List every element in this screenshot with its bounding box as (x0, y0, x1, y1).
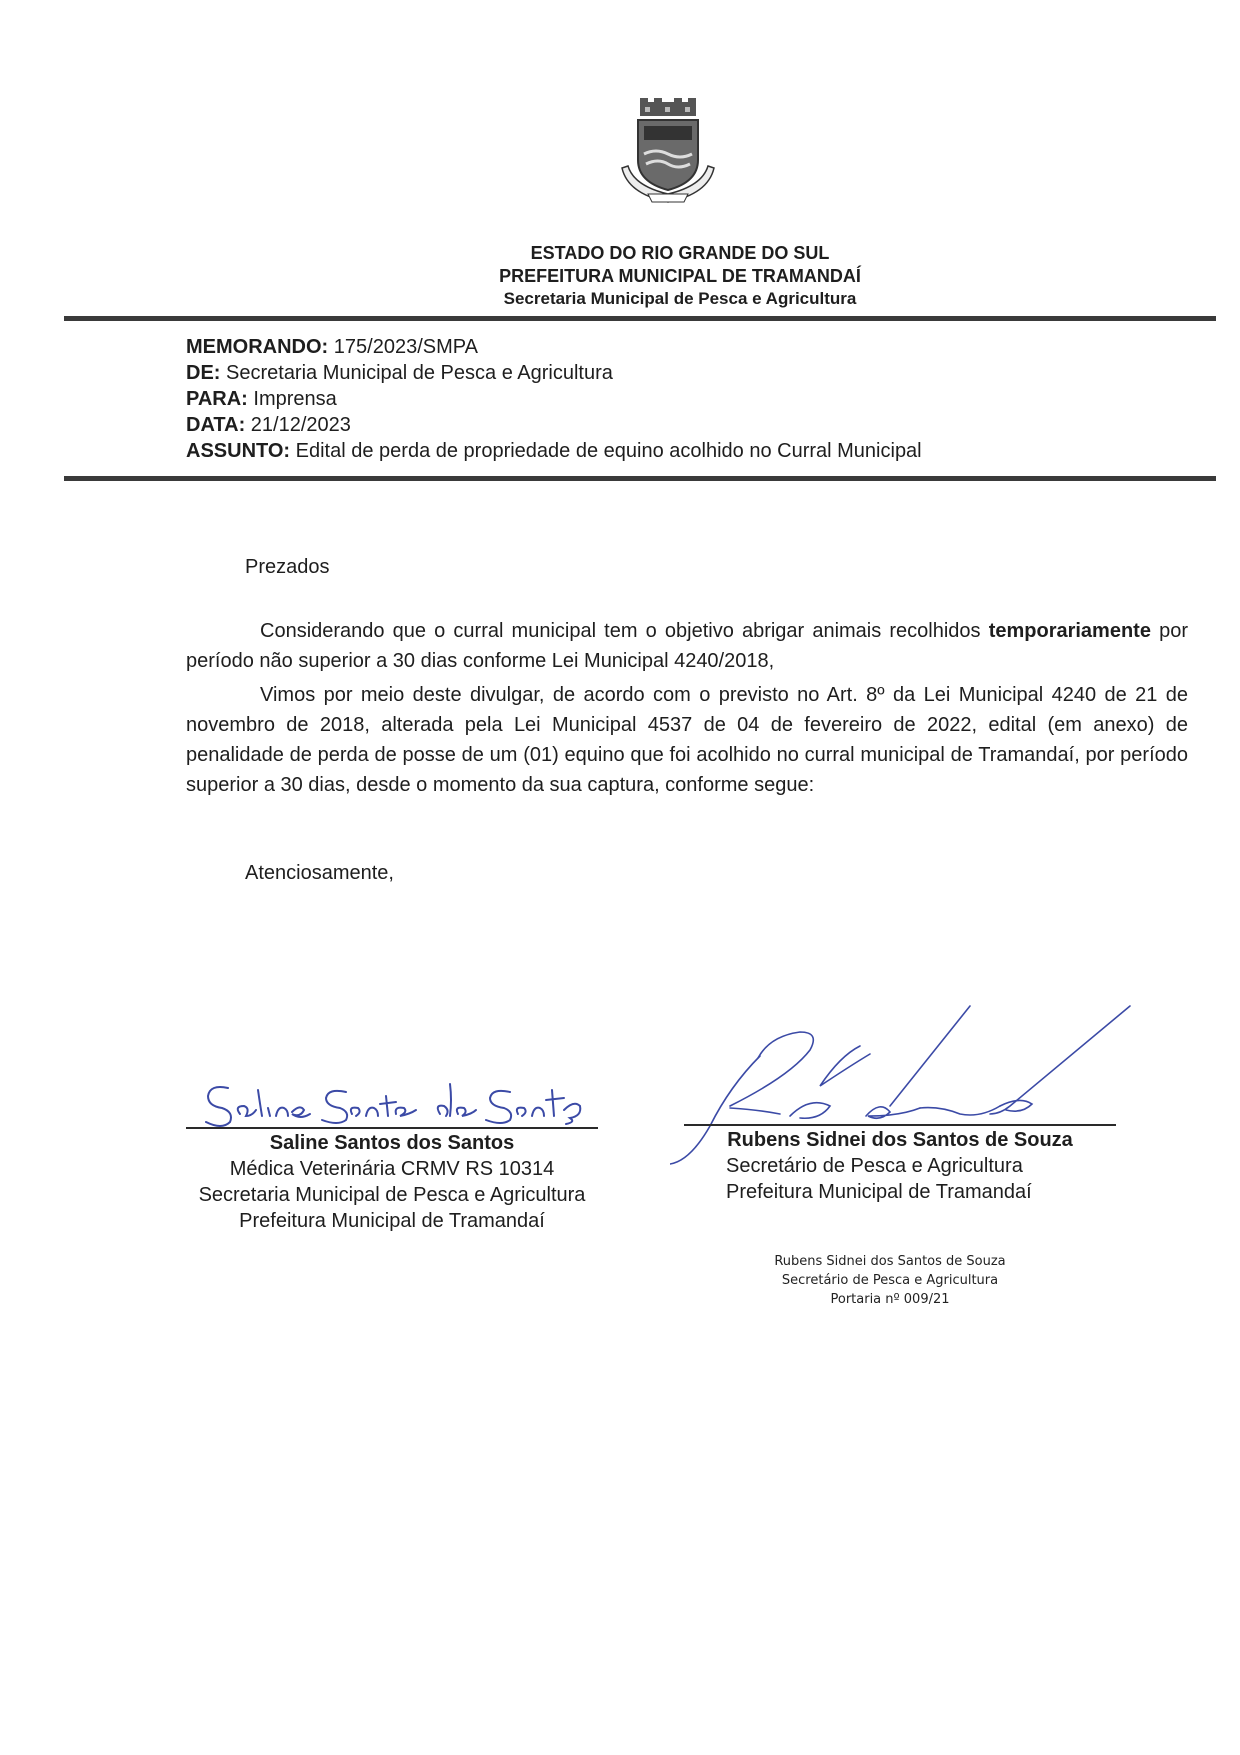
signatory-2-role: Secretário de Pesca e Agricultura (726, 1155, 1023, 1177)
paragraph-1-end: por período não superior a 30 dias conforme Lei Municipal 4240/2018, (186, 620, 1189, 672)
divider-top (64, 316, 1216, 321)
memo-date-value: 21/12/2023 (245, 414, 351, 436)
memo-date (186, 412, 351, 438)
memo-number (186, 334, 478, 360)
header-state: ESTADO DO RIO GRANDE DO SUL (530, 243, 830, 263)
signatory-1 (186, 1130, 598, 1234)
memo-from-label: DE: (186, 362, 221, 384)
memo-number-label: MEMORANDO: (186, 336, 329, 358)
greeting: Prezados (245, 556, 330, 578)
stamp-role: Secretário de Pesca e Agricultura (781, 1273, 999, 1288)
signatory-2-org: Prefeitura Municipal de Tramandaí (726, 1181, 1032, 1203)
header-prefeitura: PREFEITURA MUNICIPAL DE TRAMANDAÍ (499, 266, 861, 286)
paragraph-1-emphasis: temporariamente (988, 620, 1151, 642)
official-stamp (740, 1252, 1040, 1309)
memo-from-value: Secretaria Municipal de Pesca e Agricultura (220, 362, 613, 384)
header-secretaria: Secretaria Municipal de Pesca e Agricultura (503, 289, 857, 308)
memo-to (186, 386, 337, 412)
signature-line-1 (186, 1127, 598, 1129)
stamp-name: Rubens Sidnei dos Santos de Souza (774, 1254, 1006, 1269)
memo-number-value: 175/2023/SMPA (328, 336, 478, 358)
signatory-2 (690, 1127, 1110, 1205)
memo-subject-label: ASSUNTO: (186, 440, 291, 462)
signatory-1-org: Prefeitura Municipal de Tramandaí (239, 1210, 545, 1232)
signatory-1-role: Médica Veterinária CRMV RS 10314 (229, 1158, 555, 1180)
paragraph-1 (186, 616, 1188, 676)
paragraph-2: Vimos por meio deste divulgar, de acordo com o previsto no Art. 8º da Lei Municipal 4240 de 21 de novembro de 2018, alterada pela Lei Municipal 4537 de 04 de fevereiro de 2022, edital (em anexo) de penalidade de perda de posse de um (01) equino que foi acolhido no curral municipal de Tramandaí, por período superior a 30 dias, desde o momento da sua captura, conforme segue: (186, 684, 1188, 796)
municipal-crest-icon (618, 98, 718, 210)
signature-line-2 (684, 1124, 1116, 1126)
divider-bottom (64, 476, 1216, 481)
signatory-2-name: Rubens Sidnei dos Santos de Souza (727, 1129, 1073, 1151)
memo-to-label: PARA: (186, 388, 248, 410)
memo-date-label: DATA: (186, 414, 246, 436)
signatory-1-dept: Secretaria Municipal de Pesca e Agricultura (198, 1184, 586, 1206)
memo-to-value: Imprensa (247, 388, 337, 410)
memo-subject-value: Edital de perda de propriedade de equino acolhido no Curral Municipal (290, 440, 922, 462)
stamp-portaria: Portaria nº 009/21 (830, 1292, 950, 1307)
paragraph-1-start: Considerando que o curral municipal tem o objetivo abrigar animais recolhidos (260, 620, 989, 642)
closing: Atenciosamente, (245, 862, 394, 884)
signatory-1-name: Saline Santos dos Santos (269, 1132, 515, 1154)
memo-subject (186, 438, 922, 464)
memo-from (186, 360, 613, 386)
signature-saline-icon (200, 1070, 590, 1130)
